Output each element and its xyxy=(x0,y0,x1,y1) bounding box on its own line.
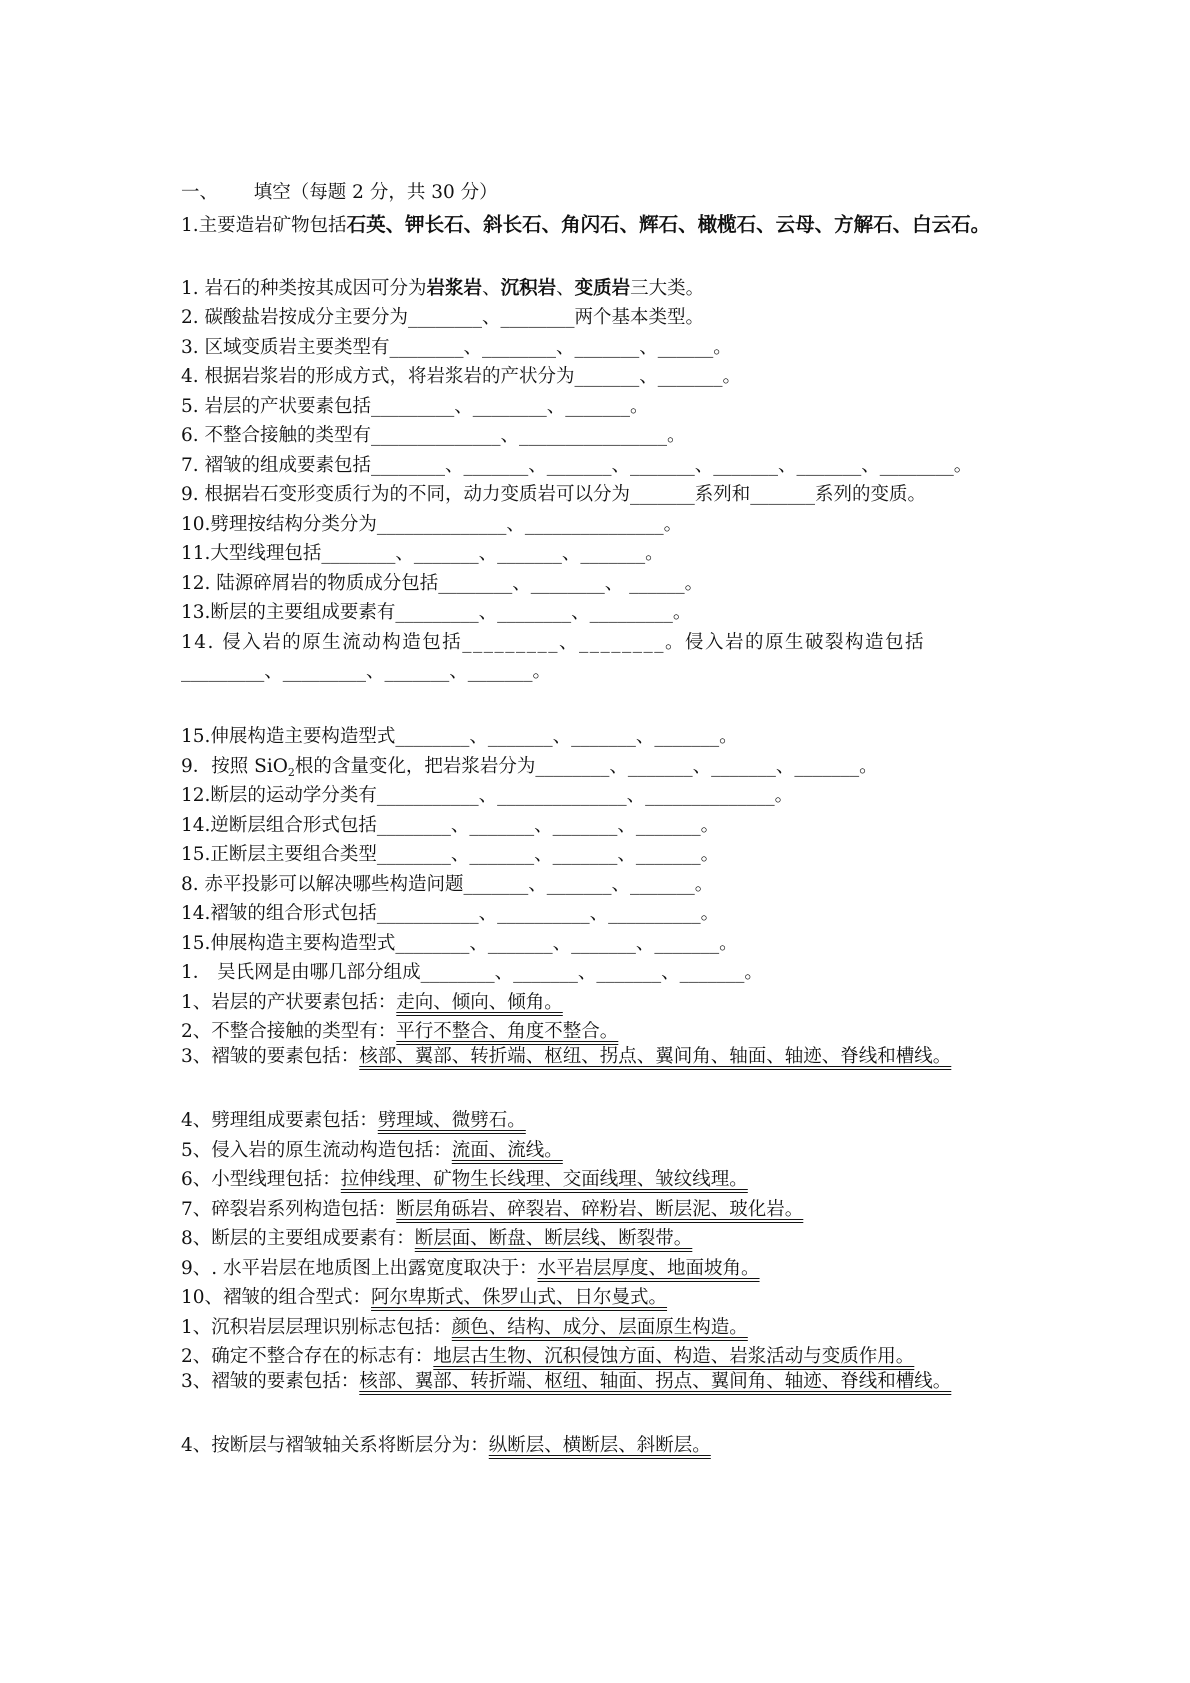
answer-text: 断层面、断盘、断层线、断裂带。 xyxy=(414,1228,693,1249)
answer-text: 颜色、结构、成分、层面原生构造。 xyxy=(451,1317,748,1338)
answer-text: 阿尔卑斯式、侏罗山式、日尔曼式。 xyxy=(371,1287,668,1308)
answer-text: 核部、翼部、转折端、枢纽、轴面、拐点、翼间角、轴迹、脊线和槽线。 xyxy=(359,1371,952,1392)
question-line: 12.断层的运动学分类有___________、______________、______________。 xyxy=(181,785,794,806)
answer-term: 沉积岩 xyxy=(500,278,557,299)
question-minerals xyxy=(181,210,1021,241)
question-line: 5. 岩层的产状要素包括_________、________、_______。 xyxy=(181,396,649,417)
separator: 、 xyxy=(556,278,575,299)
answer-term: 岩浆岩 xyxy=(426,278,483,299)
question-line: 9. 根据岩石变形变质行为的不同，动力变质岩可以分为_______系列和_______系列的变质。 xyxy=(181,484,927,505)
question-line: 13.断层的主要组成要素有_________、________、_________。 xyxy=(181,602,692,623)
question-line: 15.伸展构造主要构造型式________、_______、_______、_______。 xyxy=(181,726,738,747)
answer-line xyxy=(181,1042,1021,1072)
answer-question: 8、断层的主要组成要素有： xyxy=(181,1228,415,1249)
question-line: 14. 侵入岩的原生流动构造包括_________、________。侵入岩的原生破裂构造包括 xyxy=(181,632,926,653)
answer-line xyxy=(181,1106,526,1132)
answer-question: 1、岩层的产状要素包括： xyxy=(181,992,397,1013)
answer-question: 2、确定不整合存在的标志有： xyxy=(181,1346,434,1367)
answer-line xyxy=(181,1254,760,1280)
question-line: _________、_________、_______、_______。 xyxy=(181,661,552,682)
question-line: 14.逆断层组合形式包括________、_______、_______、_______。 xyxy=(181,815,720,836)
question-text: 1. 岩石的种类按其成因可分为 xyxy=(181,278,427,299)
question-line: 10.劈理按结构分类分为______________、_______________。 xyxy=(181,514,683,535)
answer-question: 2、不整合接触的类型有： xyxy=(181,1021,397,1042)
answer-text: 走向、倾向、倾角。 xyxy=(396,992,563,1013)
answer-question: 10、褶皱的组合型式： xyxy=(181,1287,372,1308)
question-line: 8. 赤平投影可以解决哪些构造问题_______、_______、_______。 xyxy=(181,874,714,895)
question-line: 2. 碳酸盐岩按成分主要分为________、________两个基本类型。 xyxy=(181,307,705,328)
question-line: 15.伸展构造主要构造型式________、_______、_______、_______。 xyxy=(181,933,738,954)
answer-question: 7、碎裂岩系列构造包括： xyxy=(181,1199,397,1220)
answer-line xyxy=(181,1342,914,1368)
answer-line xyxy=(181,1136,563,1162)
answer-text: 核部、翼部、转折端、枢纽、拐点、翼间角、轴面、轴迹、脊线和槽线。 xyxy=(359,1046,952,1067)
answer-line xyxy=(181,1195,803,1221)
answer-question: 5、侵入岩的原生流动构造包括： xyxy=(181,1140,452,1161)
question-text: 根的含量变化，把岩浆岩分为________、_______、_______、_______。 xyxy=(294,756,878,777)
question-line: 15.正断层主要组合类型________、_______、_______、_______。 xyxy=(181,844,720,865)
answer-question: 3、褶皱的要素包括： xyxy=(181,1046,360,1067)
answer-text: 流面、流线。 xyxy=(451,1140,563,1161)
subscript: 2 xyxy=(287,766,295,779)
separator: 、 xyxy=(482,278,501,299)
answer-text: 劈理域、微劈石。 xyxy=(377,1110,526,1131)
question-rock-types xyxy=(181,274,704,300)
answer-line xyxy=(181,1165,748,1191)
section-number: 一、 xyxy=(181,182,219,203)
answer-text: 纵断层、横断层、斜断层。 xyxy=(488,1435,711,1456)
question-line: 1． 吴氏网是由哪几部分组成________、_______、_______、_______。 xyxy=(181,962,763,983)
answer-line xyxy=(181,988,563,1014)
answer-question: 1、沉积岩层层理识别标志包括： xyxy=(181,1317,452,1338)
question-text: 9．按照 SiO xyxy=(181,756,288,777)
question-line: 11.大型线理包括________、_______、_______、_______。 xyxy=(181,543,664,564)
section-title: 填空（每题 2 分，共 30 分） xyxy=(253,182,498,203)
answer-question: 3、褶皱的要素包括： xyxy=(181,1371,360,1392)
question-text: 三大类。 xyxy=(630,278,705,299)
question-line: 12. 陆源碎屑岩的物质成分包括________、________、 ______。 xyxy=(181,573,704,594)
question-line: 7. 褶皱的组成要素包括________、_______、_______、_______、_______、_______、________。 xyxy=(181,455,973,476)
question-line: 3. 区域变质岩主要类型有________、________、_______、______。 xyxy=(181,337,732,358)
answer-question: 4、按断层与褶皱轴关系将断层分为： xyxy=(181,1435,489,1456)
question-minerals-prefix: 1.主要造岩矿物包括 xyxy=(181,215,347,236)
answer-question: 6、小型线理包括： xyxy=(181,1169,341,1190)
answer-line xyxy=(181,1224,692,1250)
answer-term: 变质岩 xyxy=(574,278,631,299)
section-heading xyxy=(181,178,498,204)
answer-text: 断层角砾岩、碎裂岩、碎粉岩、断层泥、玻化岩。 xyxy=(396,1199,804,1220)
answer-question: 9、. 水平岩层在地质图上出露宽度取决于： xyxy=(181,1258,538,1279)
question-sio2 xyxy=(181,752,878,779)
answer-line xyxy=(181,1017,618,1043)
question-line: 14.褶皱的组合形式包括___________、__________、__________。 xyxy=(181,903,720,924)
question-line: 6. 不整合接触的类型有______________、________________。 xyxy=(181,425,686,446)
answer-text: 平行不整合、角度不整合。 xyxy=(396,1021,619,1042)
question-line: 4. 根据岩浆岩的形成方式，将岩浆岩的产状分为_______、_______。 xyxy=(181,366,742,387)
answer-text: 水平岩层厚度、地面坡角。 xyxy=(537,1258,760,1279)
answer-line xyxy=(181,1367,1021,1397)
answer-line xyxy=(181,1283,667,1309)
answer-line xyxy=(181,1431,711,1457)
answer-text: 拉伸线理、矿物生长线理、交面线理、皱纹线理。 xyxy=(340,1169,748,1190)
answer-line xyxy=(181,1313,748,1339)
answer-question: 4、劈理组成要素包括： xyxy=(181,1110,378,1131)
answer-text: 地层古生物、沉积侵蚀方面、构造、岩浆活动与变质作用。 xyxy=(433,1346,915,1367)
question-minerals-answer: 石英、钾长石、斜长石、角闪石、辉石、橄榄石、云母、方解石、白云石。 xyxy=(346,213,991,236)
